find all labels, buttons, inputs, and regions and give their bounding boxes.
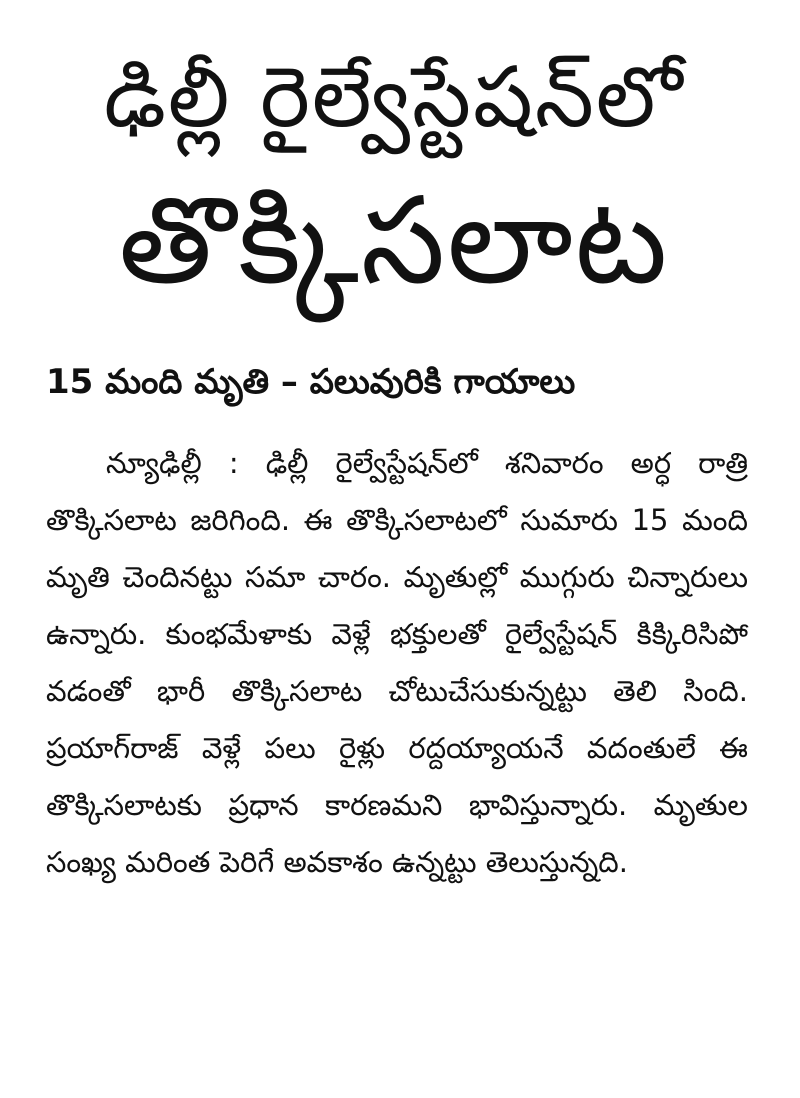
headline-line-2: తొక్కిసలాట — [118, 171, 670, 311]
article-body: న్యూఢిల్లీ : ఢిల్లీ రైల్వేస్టేషన్‌లో శనివారం అర్ధ రాత్రి తొక్కిసలాట జరిగింది. ఈ తొక్కిసలాటలో సుమారు 15 మంది మృతి చెందినట్టు సమా చారం. మృతుల్లో ముగ్గురు చిన్నారులు ఉన్నారు. కుంభమేళాకు వెళ్లే భక్తులతో రైల్వేస్టేషన్ కిక్కిరిసిపో వడంతో భారీ తొక్కిసలాట చోటుచేసుకున్నట్టు తెలి సింది. ప్రయాగ్‌రాజ్ వెళ్లే పలు రైళ్లు రద్దయ్యాయనే వదంతులే ఈ తొక్కిసలాటకు ప్రధాన కారణమని భావిస్తున్నారు. మృతుల సంఖ్య మరింత పెరిగే అవకాశం ఉన్నట్టు తెలుస్తున్నది. — [46, 445, 748, 879]
headline-line-1: ఢిల్లీ రైల్వేస్టేషన్‌లో — [103, 48, 685, 146]
headline — [40, 48, 748, 311]
subheadline: 15 మంది మృతి – పలువురికి గాయాలు — [46, 362, 576, 403]
